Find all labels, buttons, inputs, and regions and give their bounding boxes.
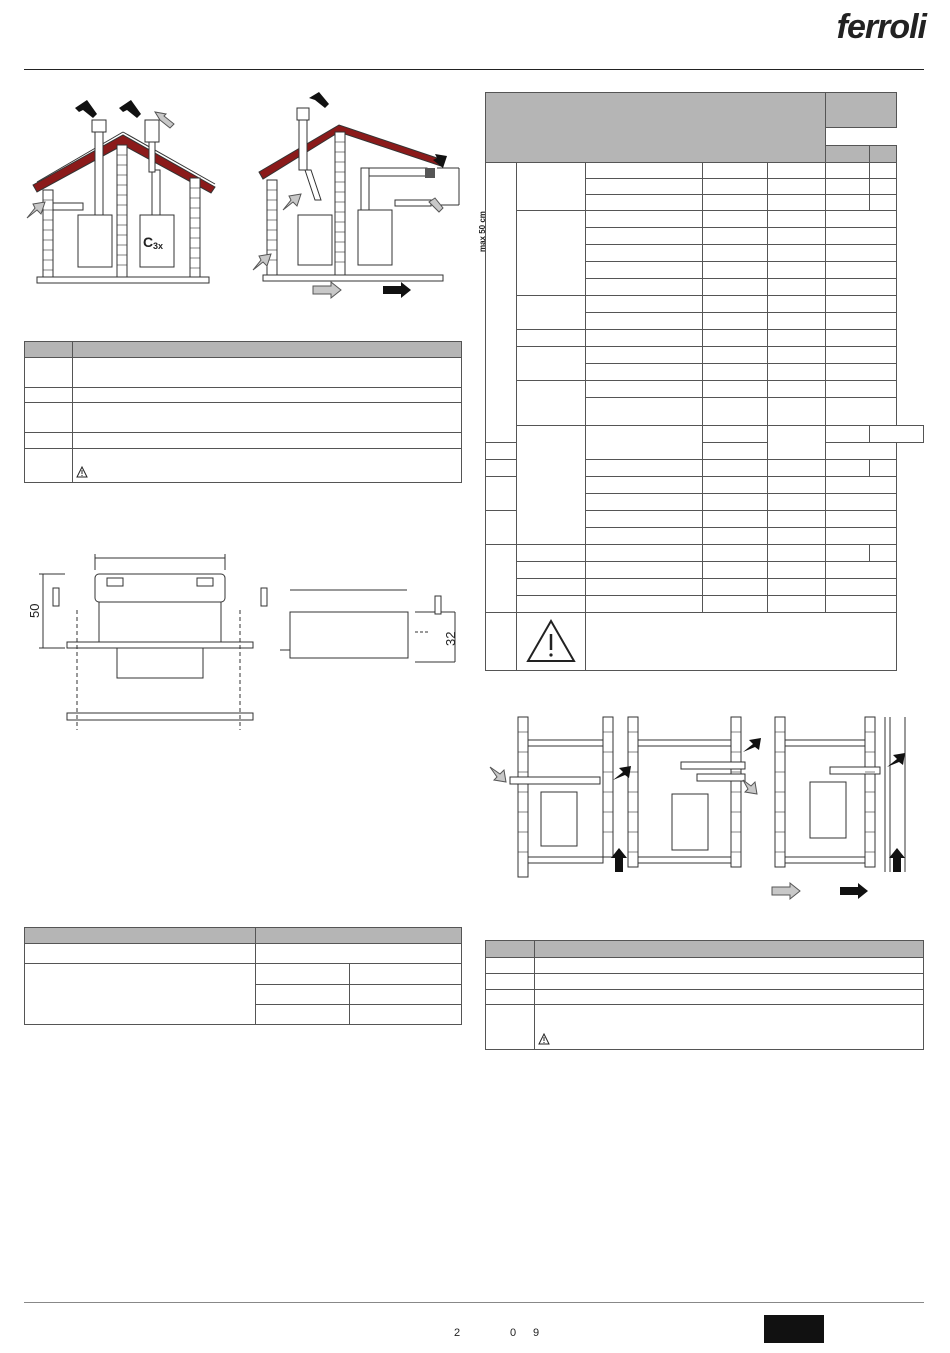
- arrow-out-icon: [309, 92, 329, 108]
- warning-icon: [76, 466, 88, 478]
- arrow-out-icon: [743, 738, 761, 752]
- terminal-dimension-figure: [25, 550, 470, 735]
- language-tab: [764, 1315, 824, 1343]
- dimension-32: 32: [443, 631, 458, 646]
- arrow-in-icon: [490, 767, 506, 782]
- brand-logo: ferroli: [836, 8, 926, 46]
- legend-table-right: [485, 940, 924, 1050]
- header-rule: [24, 69, 924, 70]
- house-right: [253, 92, 487, 298]
- page-number-mid: 0: [510, 1327, 517, 1339]
- c3x-label: C: [143, 234, 154, 250]
- arrow-out-icon: [75, 100, 97, 118]
- arrow-in-icon: [283, 194, 301, 210]
- arrow-out-icon: [840, 883, 868, 899]
- arrow-in-icon: [27, 202, 45, 218]
- arrow-in-icon: [313, 282, 341, 298]
- footer-rule: [24, 1302, 924, 1303]
- arrow-out-icon: [889, 848, 905, 872]
- arrow-in-icon: [743, 780, 757, 794]
- flue-lengths-table: [485, 92, 924, 671]
- page-number-right: 9: [533, 1327, 540, 1339]
- c3x-subscript: 3x: [153, 241, 164, 251]
- roof-installation-figure: [25, 90, 487, 300]
- arrow-out-icon: [383, 282, 411, 298]
- arrow-out-icon: [119, 100, 141, 118]
- arrow-in-icon: [772, 883, 800, 899]
- house-left: [27, 100, 215, 283]
- page-number-left: 2: [454, 1327, 461, 1339]
- kit-table: [24, 927, 462, 1025]
- dimension-50: 50: [27, 603, 42, 618]
- max-distance-label: max 50 cm: [478, 211, 487, 252]
- wall-installation-figure: [485, 712, 925, 902]
- warning-icon: [538, 1033, 550, 1045]
- warning-icon: [525, 618, 577, 664]
- legend-table-left: [24, 341, 462, 483]
